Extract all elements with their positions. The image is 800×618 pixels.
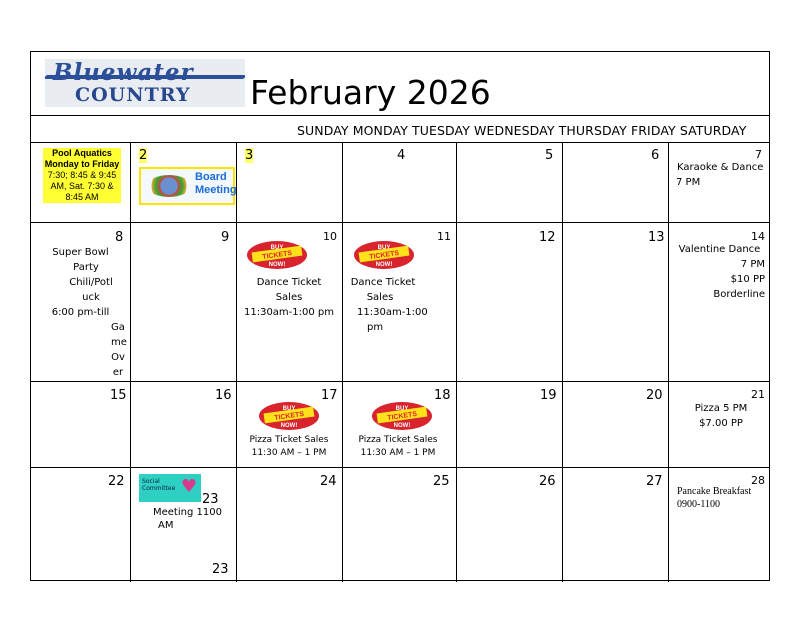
super-bowl-line8: Ov — [111, 352, 125, 363]
page-title: February 2026 — [250, 73, 491, 112]
divider — [456, 142, 457, 582]
meeting-line2: AM — [158, 520, 174, 531]
svg-text:NOW!: NOW! — [393, 423, 411, 429]
date-27: 27 — [646, 474, 663, 489]
dance-ticket-line2: Sales — [275, 292, 303, 303]
date-21: 21 — [751, 388, 765, 401]
svg-text:NOW!: NOW! — [280, 423, 298, 429]
date-19: 19 — [540, 388, 557, 403]
dance-ticket-line3: 11:30am-1:00 pm — [243, 307, 335, 318]
pizza-event: Pizza 5 PM — [694, 403, 748, 414]
date-3: 3 — [245, 148, 254, 163]
svg-text:BUY: BUY — [395, 406, 409, 412]
divider — [31, 467, 769, 468]
buy-tickets-now-badge — [246, 240, 308, 270]
pizza-ticket-wed-line2: 11:30 AM – 1 PM — [360, 448, 436, 458]
divider — [31, 381, 769, 382]
social-committee-label: Social Committee — [142, 478, 176, 492]
pool-schedule: 7:30; 8:45 & 9:45 AM, Sat. 7:30 & 8:45 AM — [47, 170, 117, 202]
valentine-line2: 7 PM — [740, 259, 765, 270]
divider — [31, 142, 769, 143]
svg-text:TICKETS: TICKETS — [273, 410, 305, 423]
date-4: 4 — [397, 148, 406, 163]
date-6: 6 — [651, 148, 660, 163]
svg-text:TICKETS: TICKETS — [386, 410, 418, 423]
svg-text:BUY: BUY — [270, 245, 284, 251]
logo-text-bottom: COUNTRY — [75, 84, 191, 106]
pool-aquatics-note — [43, 148, 121, 203]
super-bowl-line3: Chili/Potl — [69, 277, 113, 288]
pizza-ticket-tue-line2: 11:30 AM – 1 PM — [251, 448, 327, 458]
divider — [342, 142, 343, 582]
super-bowl-line6: Ga — [111, 322, 125, 333]
date-5: 5 — [545, 148, 554, 163]
divider — [31, 115, 769, 116]
date-13: 13 — [648, 230, 665, 245]
dance-ticket-line1: Dance Ticket — [256, 277, 322, 288]
weekday-header: SUNDAY MONDAY TUESDAY WEDNESDAY THURSDAY FRIDAY SATURDAY — [297, 123, 747, 138]
dance-ticket-wed-line3: 11:30am-1:00 — [357, 307, 428, 318]
date-17: 17 — [321, 388, 338, 403]
date-11: 11 — [437, 230, 451, 243]
super-bowl-line7: me — [111, 337, 127, 348]
date-22: 22 — [108, 474, 125, 489]
bluewater-country-logo — [45, 59, 245, 107]
valentine-line3: $10 PP — [730, 274, 765, 285]
super-bowl-line1: Super Bowl — [52, 247, 109, 258]
super-bowl-line9: er — [112, 367, 124, 378]
date-15: 15 — [110, 388, 127, 403]
date-8: 8 — [115, 230, 124, 245]
pizza-ticket-tue-line1: Pizza Ticket Sales — [249, 435, 329, 445]
karaoke-event: Karaoke & Dance — [677, 162, 764, 173]
divider — [236, 142, 237, 582]
date-23-repeat: 23 — [212, 562, 229, 577]
dance-ticket-wed-line2: Sales — [366, 292, 394, 303]
dance-ticket-wed-line1: Dance Ticket — [350, 277, 416, 288]
date-9: 9 — [221, 230, 230, 245]
date-14: 14 — [751, 230, 765, 243]
pizza-price: $7.00 PP — [699, 418, 743, 429]
date-7: 7 — [755, 148, 762, 161]
pizza-ticket-wed-line1: Pizza Ticket Sales — [358, 435, 438, 445]
date-24: 24 — [320, 474, 337, 489]
svg-text:BUY: BUY — [282, 406, 296, 412]
valentine-line1: Valentine Dance — [678, 244, 761, 255]
svg-text:TICKETS: TICKETS — [368, 249, 400, 262]
svg-text:TICKETS: TICKETS — [261, 249, 293, 262]
date-18: 18 — [434, 388, 451, 403]
svg-text:NOW!: NOW! — [375, 262, 393, 268]
divider — [668, 142, 669, 582]
date-10: 10 — [323, 230, 337, 243]
date-25: 25 — [433, 474, 450, 489]
karaoke-time: 7 PM — [676, 177, 701, 188]
svg-text:NOW!: NOW! — [268, 262, 286, 268]
date-23: 23 — [202, 492, 219, 507]
dance-ticket-wed-line4: pm — [367, 322, 384, 333]
pancake-time: 0900-1100 — [677, 499, 720, 510]
meeting-table-icon — [147, 175, 191, 197]
pancake-event: Pancake Breakfast — [677, 486, 752, 497]
valentine-line4: Borderline — [713, 289, 765, 300]
date-2: 2 — [139, 148, 148, 163]
date-12: 12 — [539, 230, 556, 245]
pool-title: Pool Aquatics Monday to Friday — [44, 148, 120, 169]
date-26: 26 — [539, 474, 556, 489]
logo-text-top: Bluewater — [53, 59, 194, 86]
buy-tickets-now-badge — [258, 401, 320, 431]
divider — [130, 142, 131, 582]
calendar-frame — [30, 51, 770, 581]
svg-text:BUY: BUY — [377, 245, 391, 251]
heart-icon: ♥ — [180, 476, 197, 497]
date-28: 28 — [751, 474, 765, 487]
board-meeting-label: Board Meeting — [195, 171, 237, 196]
date-16: 16 — [215, 388, 232, 403]
super-bowl-line2: Party — [73, 262, 99, 273]
divider — [562, 142, 563, 582]
social-committee-image — [139, 474, 201, 502]
date-20: 20 — [646, 388, 663, 403]
super-bowl-line5: 6:00 pm-till — [51, 307, 110, 318]
super-bowl-line4: uck — [82, 292, 100, 303]
buy-tickets-now-badge — [371, 401, 433, 431]
board-meeting-image — [139, 167, 235, 205]
divider — [31, 222, 769, 223]
buy-tickets-now-badge — [353, 240, 415, 270]
meeting-line1: Meeting 1100 — [153, 507, 222, 518]
